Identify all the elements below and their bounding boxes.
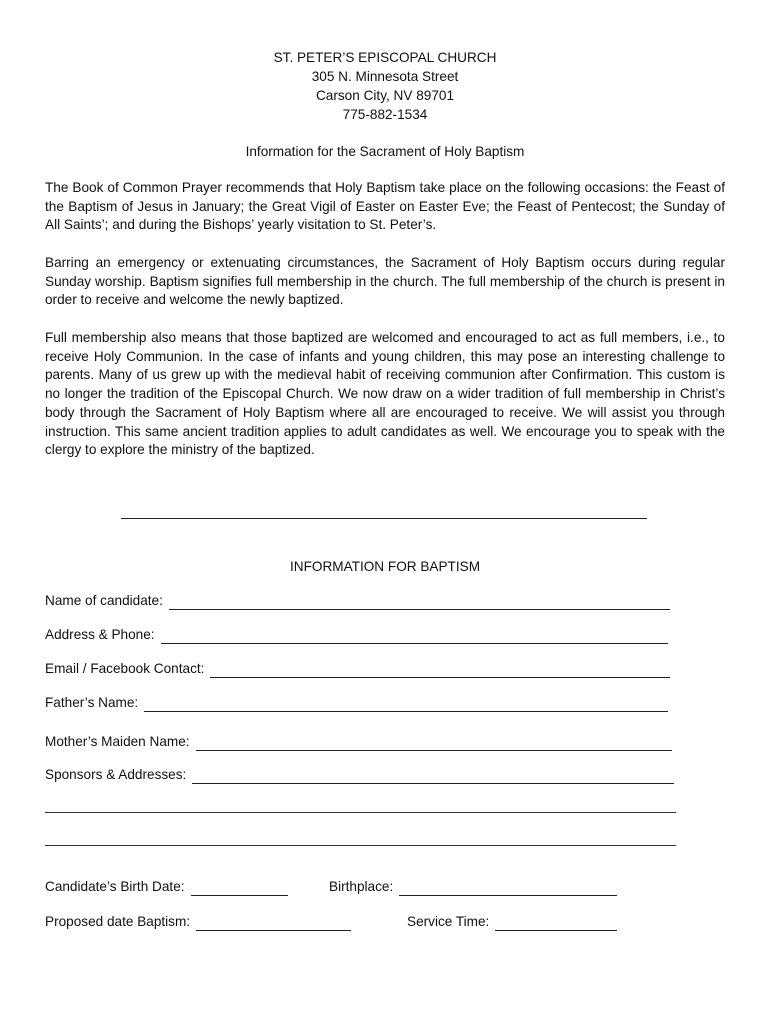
birthplace-label: Birthplace: xyxy=(329,879,394,894)
church-name: ST. PETER’S EPISCOPAL CHURCH xyxy=(273,50,497,65)
birthplace-field[interactable] xyxy=(329,876,617,896)
birth-date-label: Candidate’s Birth Date: xyxy=(45,879,185,894)
candidate-name-label: Name of candidate: xyxy=(45,593,163,608)
church-city: Carson City, NV 89701 xyxy=(315,88,454,103)
birthplace-line[interactable] xyxy=(399,880,617,896)
form-title: INFORMATION FOR BAPTISM xyxy=(289,559,481,574)
email-facebook-label: Email / Facebook Contact: xyxy=(45,661,205,676)
father-name-label: Father’s Name: xyxy=(45,695,139,710)
service-time-label: Service Time: xyxy=(407,914,490,929)
paragraph-occasions: The Book of Common Prayer recommends that Holy Baptism take place on the following occasions: the Feast of the Baptism of Jesus in January; the Great Vigil of Easter on Easter Eve; the Feast of Pentecost; the Sunday of All Saints’; and during the Bishops’ yearly visitation to St. Peter’s. xyxy=(45,180,725,233)
sponsors-extra-line-2[interactable] xyxy=(45,845,676,846)
father-name-field[interactable] xyxy=(45,692,668,712)
document-subtitle: Information for the Sacrament of Holy Baptism xyxy=(245,144,525,159)
proposed-date-label: Proposed date Baptism: xyxy=(45,914,191,929)
proposed-date-line[interactable] xyxy=(196,915,351,931)
mother-maiden-name-label: Mother’s Maiden Name: xyxy=(45,734,190,749)
paragraph-worship: Barring an emergency or extenuating circumstances, the Sacrament of Holy Baptism occurs during regular Sunday worship. Baptism signifies full membership in the church. The full membership of the church is present in order to receive and welcome the newly baptized. xyxy=(45,255,725,308)
mother-maiden-name-line[interactable] xyxy=(196,735,672,751)
service-time-field[interactable] xyxy=(407,911,617,931)
birth-date-line[interactable] xyxy=(191,880,288,896)
church-header xyxy=(0,48,770,124)
proposed-date-field[interactable] xyxy=(45,911,351,931)
paragraph-membership: Full membership also means that those baptized are welcomed and encouraged to act as full members, i.e., to receive Holy Communion. In the case of infants and young children, this may pose an interesting challenge to parents. Many of us grew up with the medieval habit of receiving communion after Confirmation. This custom is no longer the tradition of the Episcopal Church. We now draw on a wider tradition of full membership in Christ’s body through the Sacrament of Holy Baptism where all are encouraged to receive. We will assist you through instruction. This same ancient tradition applies to adult candidates as well. We encourage you to speak with the clergy to explore the ministry of the baptized. xyxy=(45,330,725,458)
sponsors-extra-line-1[interactable] xyxy=(45,812,676,813)
sponsors-addresses-line[interactable] xyxy=(192,768,674,784)
email-facebook-line[interactable] xyxy=(210,662,670,678)
father-name-line[interactable] xyxy=(144,696,668,712)
church-street: 305 N. Minnesota Street xyxy=(311,69,459,84)
birth-date-field[interactable] xyxy=(45,876,288,896)
address-phone-line[interactable] xyxy=(161,628,668,644)
sponsors-addresses-field[interactable] xyxy=(45,764,674,784)
section-divider xyxy=(121,518,647,519)
email-facebook-field[interactable] xyxy=(45,658,670,678)
candidate-name-field[interactable] xyxy=(45,590,670,610)
service-time-line[interactable] xyxy=(495,915,617,931)
church-phone: 775-882-1534 xyxy=(342,107,428,122)
mother-maiden-name-field[interactable] xyxy=(45,731,672,751)
address-phone-field[interactable] xyxy=(45,624,668,644)
sponsors-addresses-label: Sponsors & Addresses: xyxy=(45,767,187,782)
candidate-name-line[interactable] xyxy=(169,594,670,610)
address-phone-label: Address & Phone: xyxy=(45,627,155,642)
